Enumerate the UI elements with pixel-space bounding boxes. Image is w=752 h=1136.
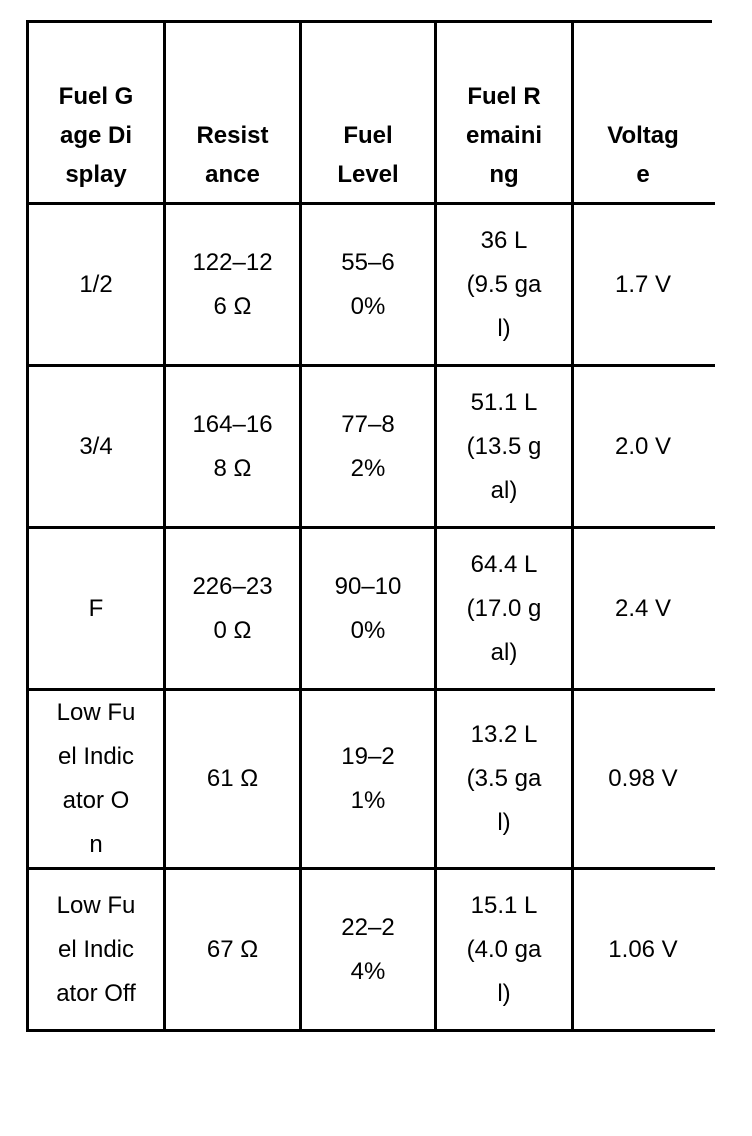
header-fuel-remaining: Fuel Remaining (436, 22, 573, 204)
cell-fuel-remaining: 13.2 L (3.5 gal) (436, 690, 573, 869)
table-row (28, 366, 714, 528)
table-row (28, 528, 714, 690)
cell-fuel-level: 90–100% (301, 528, 436, 690)
cell-voltage: 2.0 V (573, 366, 714, 528)
table-row (28, 690, 714, 869)
cell-display: Low Fuel Indicator Off (28, 869, 165, 1031)
cell-display: F (28, 528, 165, 690)
fuel-gage-table (26, 20, 715, 1032)
cell-fuel-level: 55–60% (301, 204, 436, 366)
cell-display: Low Fuel Indicator On (28, 690, 165, 869)
cell-voltage: 0.98 V (573, 690, 714, 869)
cell-fuel-level: 19–21% (301, 690, 436, 869)
cell-voltage: 1.06 V (573, 869, 714, 1031)
cell-display: 3/4 (28, 366, 165, 528)
cell-resistance: 164–168 Ω (165, 366, 301, 528)
cell-voltage: 1.7 V (573, 204, 714, 366)
cell-display: 1/2 (28, 204, 165, 366)
cell-fuel-remaining: 36 L (9.5 gal) (436, 204, 573, 366)
cell-resistance: 226–230 Ω (165, 528, 301, 690)
header-fuel-gage-display: Fuel Gage Display (28, 22, 165, 204)
header-resistance: Resistance (165, 22, 301, 204)
cell-fuel-remaining: 15.1 L (4.0 gal) (436, 869, 573, 1031)
cell-fuel-level: 22–24% (301, 869, 436, 1031)
header-fuel-level: Fuel Level (301, 22, 436, 204)
cell-fuel-remaining: 64.4 L (17.0 gal) (436, 528, 573, 690)
cell-fuel-remaining: 51.1 L (13.5 gal) (436, 366, 573, 528)
table-row (28, 204, 714, 366)
cell-resistance: 67 Ω (165, 869, 301, 1031)
cell-fuel-level: 77–82% (301, 366, 436, 528)
header-row (28, 22, 714, 204)
header-voltage: Voltage (573, 22, 714, 204)
table-row (28, 869, 714, 1031)
cell-resistance: 122–126 Ω (165, 204, 301, 366)
cell-voltage: 2.4 V (573, 528, 714, 690)
cell-resistance: 61 Ω (165, 690, 301, 869)
